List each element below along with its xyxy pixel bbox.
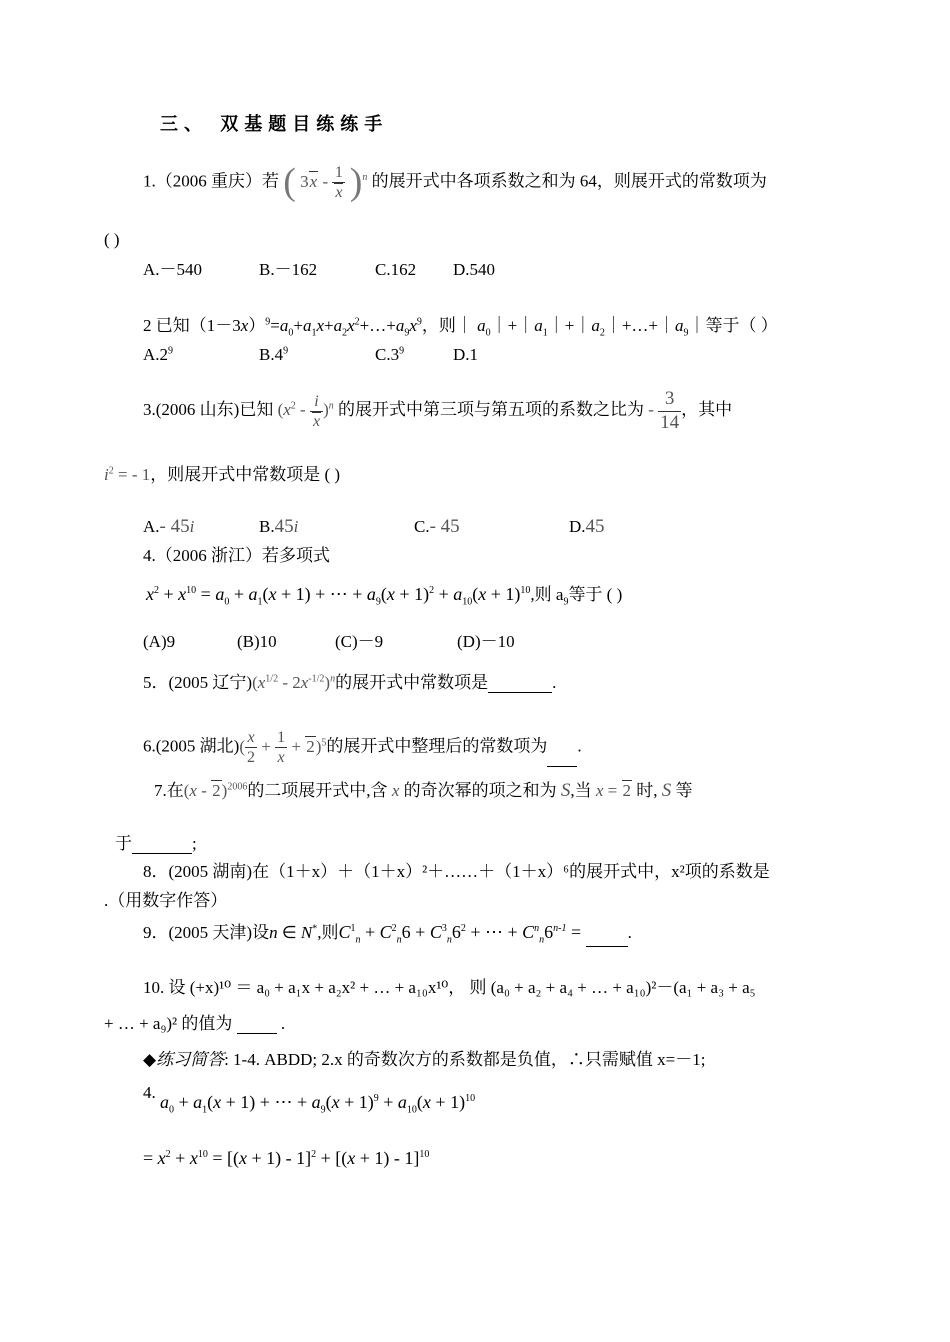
q1-paren-left: ( bbox=[283, 161, 296, 203]
q1-options bbox=[143, 260, 495, 280]
q1-formula: 3x - $\frac{1}{x}$ bbox=[300, 172, 345, 191]
q10-blank bbox=[237, 1017, 277, 1034]
q1-option-b: B.－162 bbox=[259, 260, 318, 279]
q7-end: 等 bbox=[675, 781, 693, 800]
q7-blank bbox=[132, 837, 192, 854]
q1-paren-right: ) bbox=[349, 161, 363, 203]
q7-line2: 于 ; bbox=[115, 834, 197, 853]
question-8: 8．(2005 湖南)在（1＋x）＋（1＋x）²＋……＋（1＋x）⁶的展开式中，x²项的系数是 bbox=[143, 862, 770, 881]
q2-text-d: ｜等于（ ） bbox=[688, 316, 778, 335]
q3-line2: $i^2$ = - 1，则展开式中常数项是 ( ) bbox=[104, 465, 341, 484]
q2-option-b: B.4 bbox=[259, 345, 284, 364]
question-10: 10. 设 (+x)¹⁰ ＝ a₀ + a₁x + a₂x² + … + a₁₀x¹⁰， 则 (a₀ + a₂ + a₄ + … + a₁₀)²－(a₁ + a₃ + a₅ bbox=[143, 978, 756, 997]
q6-blank bbox=[547, 750, 577, 767]
diamond-icon: ◆ bbox=[143, 1050, 157, 1069]
answer-formula-2: = $x^2 + x^{10} = [(x + 1) - 1]^2 + [(x + 1) - 1]^{10}$ bbox=[143, 1148, 430, 1168]
q2-text-a: 2 已知（1－3 bbox=[143, 316, 241, 335]
q3-options: A.- 45i B.45i C.- 45 D.45 bbox=[143, 516, 605, 537]
q7-prefix: 7.在 bbox=[154, 781, 184, 800]
q8-line2: .（用数字作答） bbox=[104, 891, 228, 910]
q7-line2-text: 于 bbox=[115, 834, 132, 853]
q6-prefix: 6.(2005 湖北) bbox=[143, 736, 240, 756]
q10-line2-text: + … + a₉)² 的值为 bbox=[104, 1014, 233, 1033]
q3-line2-text: ，则展开式中常数项是 ( ) bbox=[150, 465, 341, 484]
question-3 bbox=[143, 388, 732, 435]
q6-suffix: 的展开式中整理后的常数项为 bbox=[326, 736, 548, 756]
q9-prefix: 9．(2005 天津)设 bbox=[143, 923, 270, 942]
q1-option-c: C.162 bbox=[375, 260, 417, 279]
q1-paren: ( ) bbox=[104, 230, 120, 249]
q3-ratio: - $\frac{3}{14}$ bbox=[648, 388, 680, 433]
q7-mid2: 的奇次幂的项之和为 bbox=[403, 781, 557, 800]
q5-formula: $(x^{1/2} - 2x^{-1/2})^n$ bbox=[252, 673, 336, 692]
q6-formula: ( $\frac{x}{2}$ + $\frac{1}{x}$ + 2)$^5$ bbox=[239, 729, 327, 767]
answer-label: 练习简答 bbox=[156, 1050, 225, 1069]
q4-option-a: (A)9 bbox=[143, 632, 176, 651]
q5-prefix: 5．(2005 辽宁) bbox=[143, 673, 253, 692]
question-6: 6.(2005 湖北)( $\frac{x}{2}$ + $\frac{1}{x}$ + 2)$^5$的展开式中整理后的常数项为 . bbox=[143, 729, 582, 767]
q5-suffix: 的展开式中常数项是 bbox=[335, 673, 489, 692]
q3-option-d: D. bbox=[569, 517, 586, 536]
answer-formula-1: $a_0 + a_1(x + 1)$ + ⋯ + $a_9(x + 1)^9 + a_{10}(x + 1)^{10}$ bbox=[160, 1092, 476, 1116]
answer-text: : 1-4. ABDD; 2.x 的奇数次方的系数都是负值，∴只需赋值 x=－1; bbox=[224, 1050, 706, 1069]
answer-item4 bbox=[143, 1083, 156, 1103]
q7-mid3: ,当 bbox=[570, 781, 592, 800]
question-4: 4.（2006 浙江）若多项式 bbox=[143, 546, 330, 565]
question-7: 7.在(x - 2)$^{2006}$的二项展开式中,含 x 的奇次幂的项之和为 S,当 x = 2 时, S 等 bbox=[154, 780, 693, 801]
q3-formula: ($x^2$ - $\frac{i}{x}$ )$^n$ bbox=[277, 392, 334, 430]
q2-text-b: ） bbox=[248, 316, 266, 335]
q7-mid: 的二项展开式中,含 bbox=[247, 781, 388, 800]
question-1: 1.（2006 重庆）若 ( 3x - $\frac{1}{x}$ )$^n$ 的展开式中各项系数之和为 64，则展开式的常数项为 bbox=[143, 161, 767, 203]
answer-line bbox=[143, 1050, 705, 1070]
q3-option-a: A. bbox=[143, 517, 160, 536]
q4-tail2: 等于 ( ) bbox=[568, 585, 623, 604]
q2-options: $A.2^9$ $B.4^9$ $C.3^9$ D.1 bbox=[143, 345, 479, 364]
q4-option-c: (C)－9 bbox=[335, 632, 384, 651]
q9-mid: ,则 bbox=[317, 923, 339, 942]
q2-text-c: ，则｜ bbox=[421, 316, 473, 335]
section-heading: 三、 双基题目练练手 bbox=[160, 114, 389, 135]
q5-blank bbox=[488, 676, 552, 693]
q3-suffix2: ，其中 bbox=[681, 400, 733, 420]
q4-formula-line: $x^2 + x^{10} = a_0 + a_1(x + 1)$ + ⋯ + $a_9(x + 1)^2 + a_{10}(x + 1)^{10}$,则 $a_9$等于 ( ) bbox=[146, 584, 623, 608]
q4-tail: ,则 a bbox=[530, 585, 564, 604]
q3-prefix: 3.(2006 山东)已知 bbox=[143, 400, 274, 420]
q7-mid4: 时, bbox=[636, 781, 658, 800]
q3-suffix: 的展开式中第三项与第五项的系数之比为 bbox=[338, 400, 644, 420]
q1-option-d: D.540 bbox=[453, 260, 496, 279]
q10-line2: + … + a₉)² 的值为 . bbox=[104, 1014, 286, 1033]
q4-option-d: (D)－10 bbox=[457, 632, 515, 651]
q3-option-c: C. bbox=[414, 517, 430, 536]
q1-suffix: 的展开式中各项系数之和为 64，则展开式的常数项为 bbox=[371, 171, 767, 191]
q1-prefix: 1.（2006 重庆）若 bbox=[143, 171, 279, 191]
q2-option-d: D.1 bbox=[453, 345, 479, 364]
q4-option-b: (B)10 bbox=[237, 632, 277, 651]
question-2: 2 已知$(1-3x)^9=a_0+a_1x+a_2x^2+\dots+a_9x^9$，则｜ $a_0|+|a_1|+|a_2|+\dots+|a_9|$等于（ ） bbox=[143, 316, 778, 339]
q9-blank bbox=[586, 930, 628, 947]
q3-option-b: B. bbox=[259, 517, 275, 536]
answer-item4-label: 4. bbox=[143, 1083, 156, 1102]
question-9: 9．(2005 天津)设n ∈ N*,则$C^1_n + C^2_n6 + C^3_n6^2$ + ⋯ + $C^n_n6^{n-1}$ = . bbox=[143, 922, 632, 946]
question-5: 5．(2005 辽宁)$(x^{1/2} - 2x^{-1/2})^n$的展开式中常数项是 . bbox=[143, 673, 557, 692]
q2-option-c: C.3 bbox=[375, 345, 400, 364]
q4-options bbox=[143, 632, 515, 652]
q2-option-a: A.2 bbox=[143, 345, 169, 364]
q7-formula: (x - 2)$^{2006}$ bbox=[183, 781, 248, 800]
q1-option-a: A.－540 bbox=[143, 260, 203, 279]
